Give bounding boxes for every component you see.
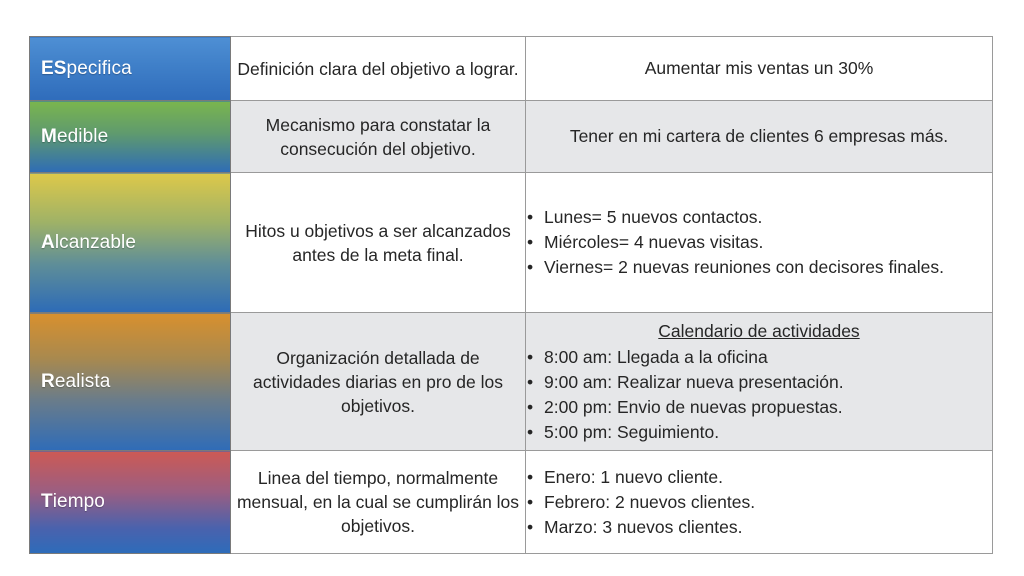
- criterion-label-alcanzable: [30, 173, 231, 313]
- smart-goals-table: [29, 36, 993, 554]
- criterion-example-especifica: Aumentar mis ventas un 30%: [526, 37, 993, 101]
- list-item: • Febrero: 2 nuevos clientes.: [526, 490, 992, 515]
- criterion-label-text: [30, 126, 230, 148]
- criterion-label-medible: [30, 101, 231, 173]
- criterion-initial: T: [41, 491, 53, 512]
- criterion-description-tiempo: Linea del tiempo, normalmente mensual, en la cual se cumplirán los objetivos.: [231, 451, 526, 554]
- list-item: • 2:00 pm: Envio de nuevas propuestas.: [526, 395, 992, 420]
- list-item: • Miércoles= 4 nuevas visitas.: [526, 230, 992, 255]
- criterion-name-rest: pecifica: [66, 57, 132, 79]
- criterion-description-realista: Organización detallada de actividades diarias en pro de los objetivos.: [231, 313, 526, 451]
- list-item: • Enero: 1 nuevo cliente.: [526, 465, 992, 490]
- example-bullet-list: [526, 465, 992, 540]
- criterion-example-alcanzable: [526, 173, 993, 313]
- criterion-initial: A: [41, 231, 55, 253]
- criterion-example-realista: [526, 313, 993, 451]
- example-bullet-list: [526, 205, 992, 280]
- criterion-initial: M: [41, 125, 57, 147]
- criterion-initial: R: [41, 370, 55, 392]
- criterion-name-rest: ealista: [54, 370, 111, 392]
- criterion-label-text: [30, 371, 230, 393]
- criterion-name-rest: lcanzable: [54, 231, 137, 253]
- criterion-label-text: [30, 232, 230, 254]
- list-item: • 5:00 pm: Seguimiento.: [526, 420, 992, 445]
- list-item: • 9:00 am: Realizar nueva presentación.: [526, 370, 992, 395]
- criterion-name-rest: edible: [56, 125, 109, 147]
- list-item: • 8:00 am: Llegada a la oficina: [526, 345, 992, 370]
- criterion-initial: ES: [41, 57, 67, 79]
- table-row-especifica: [30, 37, 993, 101]
- list-item: • Marzo: 3 nuevos clientes.: [526, 515, 992, 540]
- table-row-medible: [30, 101, 993, 173]
- criterion-label-tiempo: [30, 451, 231, 554]
- criterion-example-medible: Tener en mi cartera de clientes 6 empresas más.: [526, 101, 993, 173]
- criterion-description-medible: Mecanismo para constatar la consecución del objetivo.: [231, 101, 526, 173]
- table-row-realista: [30, 313, 993, 451]
- table-row-alcanzable: [30, 173, 993, 313]
- criterion-label-realista: [30, 313, 231, 451]
- table-row-tiempo: [30, 451, 993, 554]
- criterion-name-rest: iempo: [52, 491, 105, 512]
- criterion-label-text: [30, 491, 230, 513]
- example-bullet-list: [526, 345, 992, 445]
- list-item: • Viernes= 2 nuevas reuniones con decisores finales.: [526, 255, 992, 280]
- example-list-heading: Calendario de actividades: [658, 320, 860, 341]
- criterion-description-especifica: Definición clara del objetivo a lograr.: [231, 37, 526, 101]
- list-item: • Lunes= 5 nuevos contactos.: [526, 205, 992, 230]
- criterion-label-especifica: [30, 37, 231, 101]
- criterion-label-text: [30, 58, 230, 80]
- criterion-description-alcanzable: Hitos u objetivos a ser alcanzados antes de la meta final.: [231, 173, 526, 313]
- criterion-example-tiempo: [526, 451, 993, 554]
